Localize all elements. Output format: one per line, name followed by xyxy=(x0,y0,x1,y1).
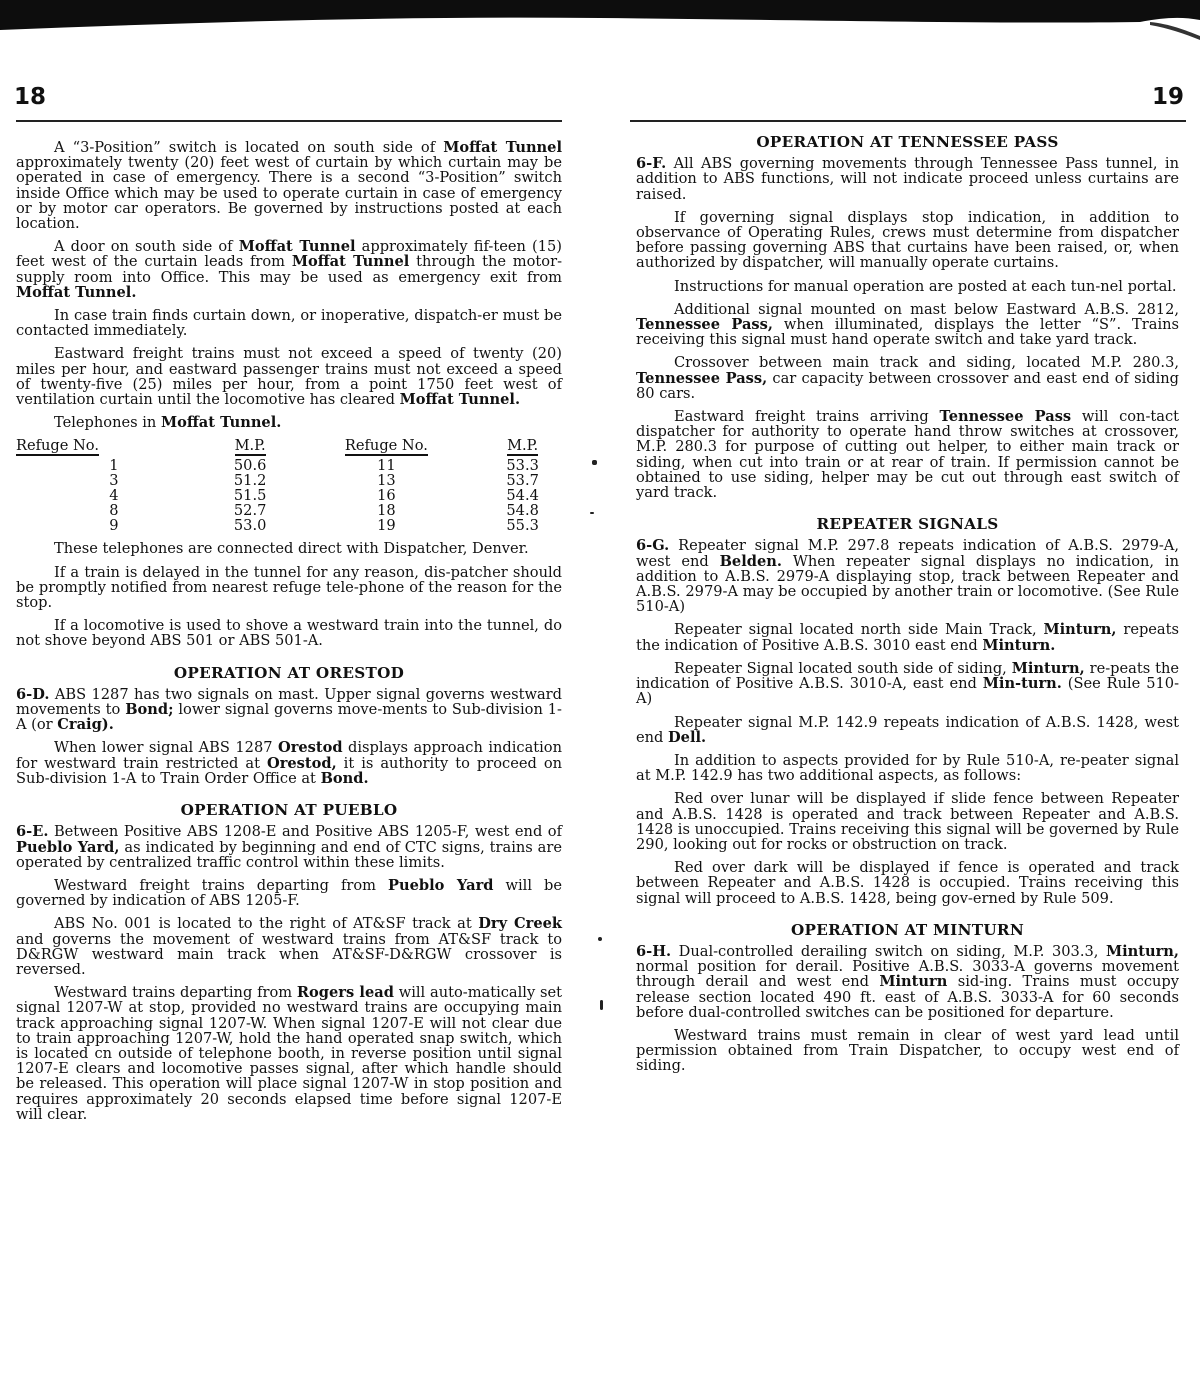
table-cell: 51.2 xyxy=(233,472,267,490)
table-cell: 18 xyxy=(377,502,396,520)
bold-text-run: Moffat Tunnel xyxy=(238,238,356,256)
table-cell: 13 xyxy=(377,472,396,490)
text-run: Westward trains must remain in clear of west yard lead until permission obtained from Train Dispatcher, to occupy west end of siding. xyxy=(636,1026,1179,1075)
text-run: it is authority to proceed on Sub-division 1-A to Train Order Office at xyxy=(16,754,562,787)
text-run: approximately twenty (20) feet west of curtain by which curtain may be operated in case of emergency. There is a second “3-Position” switch inside Office which may be used to operate curtain in case of emergency or by motor car operators. Be governed by instructions posted at each location. xyxy=(16,154,562,233)
bold-text-run: Minturn, xyxy=(1011,659,1085,677)
table-cell: 52.7 xyxy=(233,502,267,520)
text-run: A door on south side of xyxy=(54,238,239,256)
table-cell: 19 xyxy=(377,517,396,535)
bold-text-run: Dry Creek xyxy=(478,915,562,933)
text-run: Red over dark will be displayed if fence is operated and track between Repeater and A.B.S. 1428 is occupied. Trains receiving this signal will proceed to A.B.S. 1428, being gov-erned by Rule 509. xyxy=(636,859,1179,907)
paragraph xyxy=(16,415,562,430)
text-run: Westward trains departing from xyxy=(54,984,297,1002)
header-rule-left xyxy=(16,120,562,122)
paragraph xyxy=(16,740,562,786)
bold-text-run: Min-turn. xyxy=(982,675,1062,693)
text-run: ABS 1287 has two signals on mast. Upper signal governs westward movements to xyxy=(16,685,562,719)
text-run: In case train finds curtain down, or inoperative, dispatch-er must be contacted immediately. xyxy=(16,307,562,340)
text-run: Repeater Signal located south side of siding, xyxy=(674,659,1012,677)
bold-text-run: Tennessee Pass, xyxy=(636,369,768,387)
paragraph xyxy=(16,687,562,733)
bold-text-run: Moffat Tunnel. xyxy=(399,391,521,409)
refuge-telephone-table xyxy=(16,438,561,533)
text-run: lower signal governs move-ments to Sub-division 1-A (or xyxy=(16,701,562,734)
text-run: Eastward freight trains arriving xyxy=(674,408,940,426)
paragraph xyxy=(16,916,562,977)
paragraph xyxy=(636,622,1179,652)
text-run: All ABS governing movements through Tennessee Pass tunnel, in addition to ABS functions, will not indicate proceed unless curtains are raised. xyxy=(636,155,1179,203)
text-run: Westward freight trains departing from xyxy=(54,876,389,894)
table-header: M.P. xyxy=(507,437,539,455)
bold-text-run: Moffat Tunnel. xyxy=(160,414,282,432)
table-cell: 53.0 xyxy=(233,517,267,535)
text-run: Crossover between main track and siding, located M.P. 280.3, xyxy=(674,354,1179,372)
text-run: When lower signal ABS 1287 xyxy=(54,739,278,757)
text-run: re-peats the indication of Positive A.B.S. 3010-A, east end xyxy=(636,659,1179,693)
paragraph xyxy=(16,346,562,407)
paragraph xyxy=(636,1028,1179,1074)
paragraph xyxy=(636,791,1179,852)
text-run: When repeater signal displays no indication, in addition to A.B.S. 2979-A displaying stop, track between Repeater and A.B.S. 2979-A may be occupied by another train or locomotive. (See Rule 510-A) xyxy=(636,552,1179,616)
bold-text-run: Bond; xyxy=(125,701,174,719)
table-header: Refuge No. xyxy=(16,437,99,455)
table-cell: 1 xyxy=(109,457,119,475)
left-page-column xyxy=(16,140,562,1130)
paragraph xyxy=(636,538,1179,614)
header-rule-right xyxy=(630,120,1186,122)
text-run: Dual-controlled derailing switch on siding, M.P. 303.3, xyxy=(671,942,1106,960)
table-cell: 50.6 xyxy=(233,457,267,475)
table-row xyxy=(16,503,561,518)
paragraph xyxy=(16,985,562,1122)
bold-text-run: 6-F. xyxy=(636,155,667,173)
bold-text-run: Rogers lead xyxy=(296,984,394,1002)
paragraph xyxy=(636,409,1179,500)
paragraph xyxy=(636,753,1179,783)
table-cell: 4 xyxy=(109,487,119,505)
table-cell: 3 xyxy=(109,472,119,490)
text-run: Repeater signal M.P. 297.8 repeats indication of A.B.S. 2979-A, west end xyxy=(636,537,1179,570)
text-run: will be governed by indication of ABS 1205-F. xyxy=(16,876,562,910)
text-run: Instructions for manual operation are posted at each tun-nel portal. xyxy=(674,277,1177,295)
paragraph xyxy=(636,210,1179,271)
text-run: If a locomotive is used to shove a westward train into the tunnel, do not shove beyond ABS 501 or ABS 501-A. xyxy=(16,617,562,650)
table-cell: 9 xyxy=(109,517,119,535)
text-run: Eastward freight trains must not exceed a speed of twenty (20) miles per hour, and eastward passenger trains must not exceed a speed of twenty-five (25) miles per hour, from a point 1750 feet west of ventilation curtain until the locomotive has cleared xyxy=(16,345,562,409)
text-run: sid-ing. Trains must occupy release section located 490 ft. east of A.B.S. 3033-A for 60 seconds before dual-controlled switches can be positioned for departure. xyxy=(636,973,1179,1021)
table-cell: 11 xyxy=(377,457,396,475)
bold-text-run: Pueblo Yard, xyxy=(16,838,120,856)
text-run: displays approach indication for westward train restricted at xyxy=(16,739,562,772)
paragraph xyxy=(16,618,562,648)
page-number-left: 18 xyxy=(14,84,47,110)
section-heading: OPERATION AT TENNESSEE PASS xyxy=(756,133,1059,151)
table-cell: 51.5 xyxy=(233,487,267,505)
bold-text-run: Orestod xyxy=(277,739,343,757)
text-run: Red over lunar will be displayed if slide fence between Repeater and A.B.S. 1428 is operated and track between Repeater and A.B.S. 1428 is unoccupied. Trains receiving this signal will be governed by Rule 290, looking out for rocks or obstruction on track. xyxy=(636,790,1179,853)
table-cell: 53.3 xyxy=(506,457,539,475)
bold-text-run: Bond. xyxy=(320,769,369,787)
paragraph xyxy=(636,715,1179,745)
bold-text-run: Minturn, xyxy=(1105,942,1179,960)
bold-text-run: Minturn, xyxy=(1043,621,1117,639)
text-run: when illuminated, displays the letter “S”. Trains receiving this signal must hand operate switch and take yard track. xyxy=(636,316,1179,349)
section-heading: OPERATION AT MINTURN xyxy=(791,920,1024,939)
paragraph xyxy=(16,824,562,870)
bold-text-run: Tennessee Pass, xyxy=(636,316,773,334)
text-run: Additional signal mounted on mast below Eastward A.B.S. 2812, xyxy=(674,300,1179,318)
text-run: Between Positive ABS 1208-E and Positive ABS 1205-F, west end of xyxy=(48,823,562,841)
page-edge-shadow xyxy=(0,0,1200,40)
bold-text-run: Pueblo Yard xyxy=(388,876,494,894)
text-run: repeats the indication of Positive A.B.S. 3010 east end xyxy=(636,621,1179,654)
table-cell: 54.8 xyxy=(506,502,539,520)
section-heading: OPERATION AT PUEBLO xyxy=(180,801,398,820)
section-heading: REPEATER SIGNALS xyxy=(816,515,999,534)
table-cell: 54.4 xyxy=(506,487,539,505)
table-cell: 53.7 xyxy=(506,472,539,490)
paragraph xyxy=(636,661,1179,707)
text-run: approximately fif-teen (15) feet west of the curtain leads from xyxy=(16,238,562,271)
paragraph xyxy=(16,140,562,231)
paragraph xyxy=(636,860,1179,906)
bold-text-run: 6-D. xyxy=(16,685,50,703)
text-run: car capacity between crossover and east end of siding 80 cars. xyxy=(636,369,1179,402)
paragraph xyxy=(16,541,562,556)
text-run: as indicated by beginning and end of CTC signs, trains are operated by centralized traffic control within these limits. xyxy=(16,838,562,871)
bold-text-run: 6-G. xyxy=(636,537,670,555)
bold-text-run: Minturn. xyxy=(982,636,1056,654)
bold-text-run: Craig). xyxy=(57,716,114,734)
text-run: normal position for derail. Positive A.B.S. 3033-A governs movement through derail and west end xyxy=(636,958,1179,991)
text-run: will auto-matically set signal 1207-W at stop, provided no westward trains are occupying main track approaching signal 1207-W. When signal 1207-E will not clear due to train approaching 1207-W, hold the hand operated snap switch, which is located cn outside of telephone booth, in reverse position until signal 1207-E clears and locomotive passes signal, after which handle should be released. This operation will place signal 1207-W in stop position and requires approximately 20 seconds elapsed time before signal 1207-E will clear. xyxy=(16,984,563,1123)
paragraph xyxy=(16,878,562,908)
paragraph xyxy=(636,302,1179,348)
paragraph xyxy=(16,308,562,338)
table-cell: 16 xyxy=(377,487,396,505)
bold-text-run: Dell. xyxy=(668,728,707,746)
table-cell: 55.3 xyxy=(506,517,539,535)
bold-text-run: Tennessee Pass xyxy=(939,408,1072,426)
paragraph xyxy=(636,355,1179,401)
table-cell: 8 xyxy=(109,502,119,520)
bold-text-run: Belden. xyxy=(719,552,782,570)
paragraph xyxy=(636,156,1179,202)
paragraph xyxy=(636,279,1179,294)
text-run: Repeater signal M.P. 142.9 repeats indication of A.B.S. 1428, west end xyxy=(636,713,1179,746)
text-run: will con-tact dispatcher for authority to operate hand throw switches at crossover, M.P. 280.3 for purpose of cutting out helper, to either main track or siding, when cut into train or at rear of train. If permission cannot be obtained to use siding, helper may be cut out through east switch of yard track. xyxy=(636,408,1179,502)
text-run: If a train is delayed in the tunnel for any reason, dis-patcher should be promptly notified from nearest refuge tele-phone of the reason for the stop. xyxy=(16,563,562,612)
bold-text-run: Minturn xyxy=(879,973,948,991)
text-run: ABS No. 001 is located to the right of AT&SF track at xyxy=(54,915,479,933)
margin-mark xyxy=(590,512,594,514)
table-row xyxy=(16,488,561,503)
bold-text-run: 6-E. xyxy=(16,823,49,841)
table-row xyxy=(16,458,561,473)
paragraph xyxy=(636,944,1179,1020)
text-run: If governing signal displays stop indication, in addition to observance of Operating Rules, crews must determine from dispatcher before passing governing ABS that curtains have been raised, or, when authorized by dispatcher, will manually operate curtains. xyxy=(636,208,1179,272)
table-header: M.P. xyxy=(234,437,266,455)
bold-text-run: Orestod, xyxy=(266,754,337,772)
text-run: These telephones are connected direct with Dispatcher, Denver. xyxy=(54,540,529,558)
text-run: and governs the movement of westward trains from AT&SF track to D&RGW westward main track when AT&SF-D&RGW crossover is reversed. xyxy=(16,930,562,978)
text-run: Telephones in xyxy=(54,414,161,432)
bold-text-run: 6-H. xyxy=(636,942,672,960)
bold-text-run: Moffat Tunnel xyxy=(291,253,410,271)
text-run: In addition to aspects provided for by Rule 510-A, re-peater signal at M.P. 142.9 has two additional aspects, as follows: xyxy=(636,751,1179,785)
margin-mark xyxy=(600,1000,603,1010)
section-heading: OPERATION AT ORESTOD xyxy=(173,663,405,682)
text-run: through the motor-supply room into Office. This may be used as emergency exit from xyxy=(16,253,562,286)
text-run: (See Rule 510-A) xyxy=(636,675,1180,708)
table-row xyxy=(16,518,561,533)
table-header: Refuge No. xyxy=(344,437,428,455)
bold-text-run: Moffat Tunnel xyxy=(443,139,562,156)
margin-mark xyxy=(598,937,602,941)
paragraph xyxy=(16,565,562,611)
right-page-column xyxy=(636,135,1179,1082)
paragraph xyxy=(16,239,562,300)
text-run: A “3-Position” switch is located on south side of xyxy=(54,139,444,156)
margin-mark xyxy=(592,460,597,465)
table-row xyxy=(16,473,561,488)
page-number-right: 19 xyxy=(1152,84,1185,110)
bold-text-run: Moffat Tunnel. xyxy=(16,283,137,301)
text-run: Repeater signal located north side Main Track, xyxy=(674,621,1044,639)
